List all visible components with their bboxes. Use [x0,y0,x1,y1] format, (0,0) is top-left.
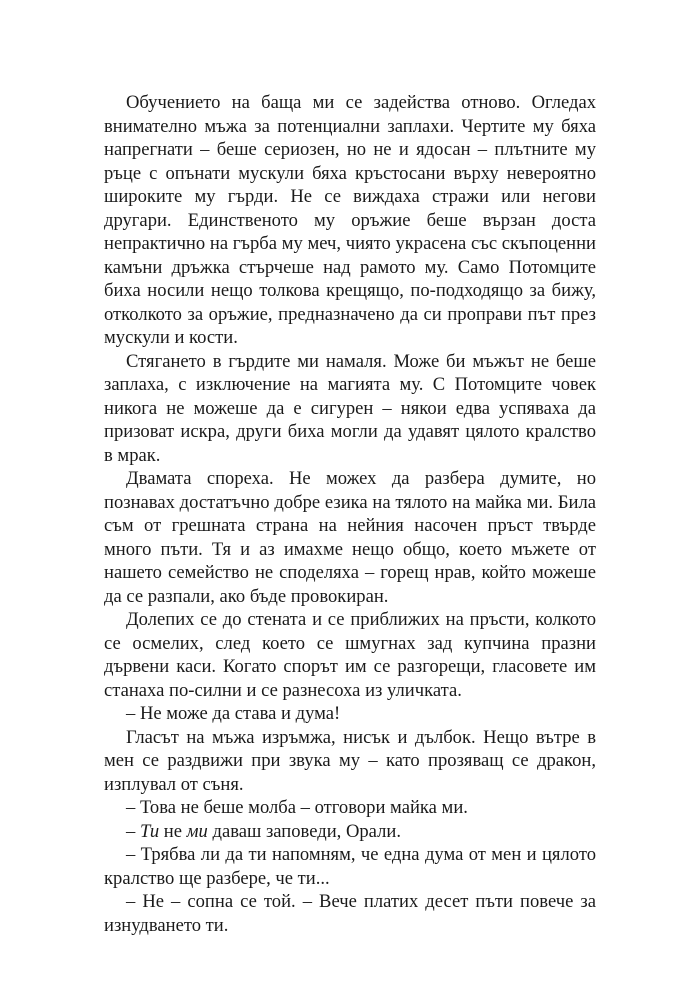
paragraph-1: Обучението на баща ми се задейства отново. Огледах внимателно мъжа за потенциални заплахи. Чертите му бяха напрегнати – беше сериозен, но не и ядосан – плътните му ръце с опънати мускули бяха кръстосани върху невероятно широките му гърди. Не се виждаха стражи или негови другари. Единственото му оръжие беше вързан доста непрактично на гърба му меч, чиято украсена със скъпоценни камъни дръжка стърчеше над рамото му. Само Потомците биха носили нещо толкова крещящо, по-подходящо за бижу, отколкото за оръжие, предназначено да си проправи път през мускули и кости. [104,92,596,348]
text-fragment: даваш заповеди, Орали. [207,820,401,842]
dash: – [126,820,140,842]
paragraph-4: Долепих се до стената и се приближих на пръсти, колкото се осмелих, след което се шмугнах зад купчина празни дървени каси. Когато спорът им се разгорещи, гласовете им станаха по-силни и се разнесоха из уличката. [104,609,596,701]
body-text [104,91,596,937]
text-fragment: не [159,820,187,842]
italic-ti: Ти [139,820,160,842]
paragraph-5: Гласът на мъжа изръмжа, нисък и дълбок. Нещо вътре в мен се раздвижи при звука му – като прозяващ се дракон, изплувал от съня. [104,726,596,795]
paragraph-2: Стягането в гърдите ми намаля. Може би мъжът не беше заплаха, с изключение на магията му. С Потомците човек никога не можеше да е сигурен – някои едва успяваха да призоват искра, други биха могли да удавят цялото кралство в мрак. [104,350,596,466]
italic-mi: ми [186,820,208,842]
dialogue-line-5: – Не – сопна се той. – Вече платих десет пъти повече за изнудването ти. [104,891,596,936]
dialogue-line-4: – Трябва ли да ти напомням, че една дума от мен и цялото кралство ще разбере, че ти... [104,844,596,889]
dialogue-line-1: – Не може да става и дума! [126,703,341,724]
dialogue-line-3 [104,820,596,844]
dialogue-line-2: – Това не беше молба – отговори майка ми. [126,797,468,818]
paragraph-3: Двамата спореха. Не можех да разбера думите, но познавах достатъчно добре езика на тялото на майка ми. Била съм от грешната страна на нейния насочен пръст твърде много пъти. Тя и аз имахме нещо общо, което мъжете от нашето семейство не споделяха – горещ нрав, който можеше да се разпали, ако бъде провокиран. [104,468,596,607]
